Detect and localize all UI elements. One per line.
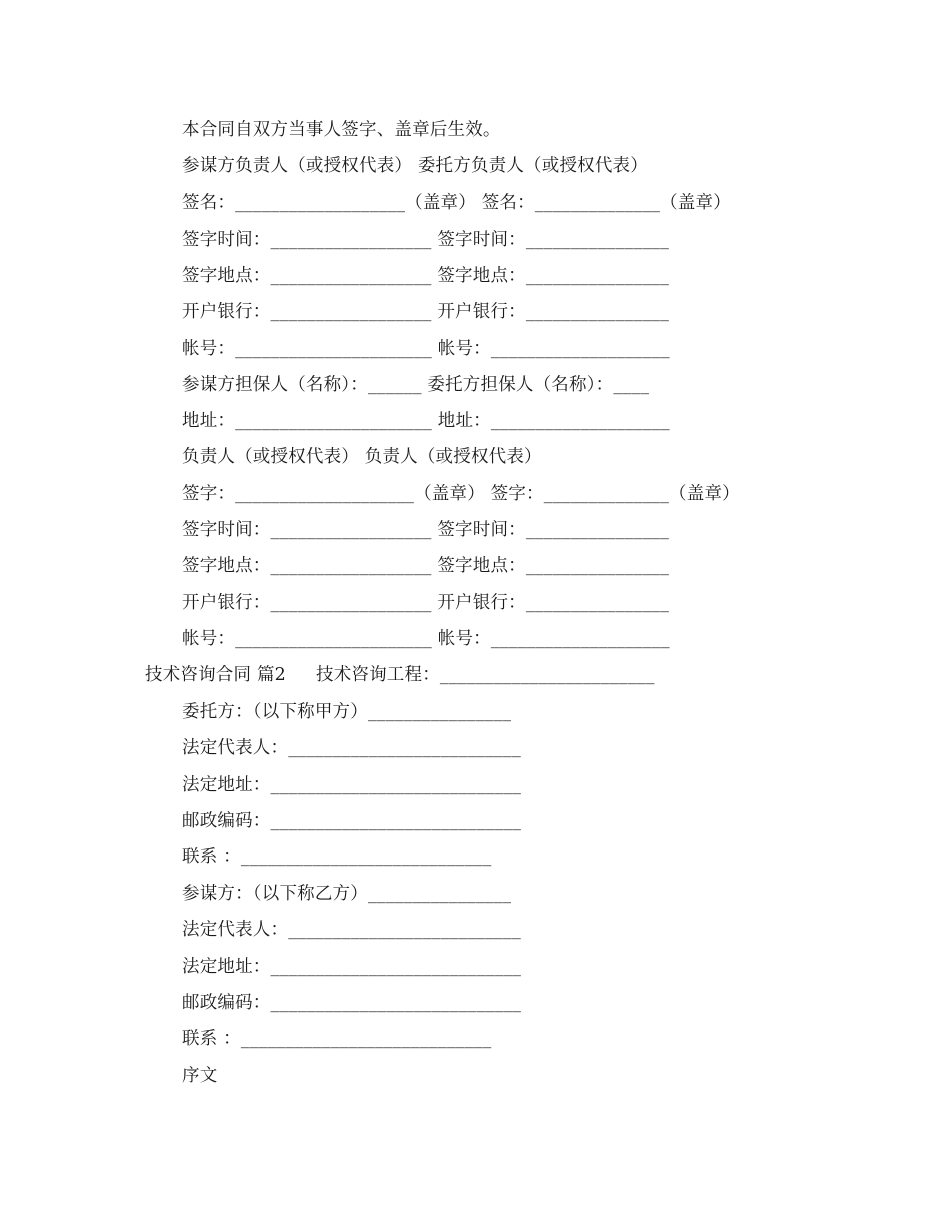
text-line: 签名：___________________（盖章） 签名：______________（盖章）: [182, 193, 731, 213]
text-line: 参谋方担保人（名称）：______ 委托方担保人（名称）：____: [182, 375, 650, 395]
text-line: 法定地址：____________________________: [182, 957, 522, 977]
text-line: 联系 ：____________________________: [182, 847, 492, 867]
text-line: 签字地点：__________________ 签字地点：________________: [182, 266, 670, 286]
text-line: 开户银行：__________________ 开户银行：________________: [182, 593, 670, 613]
text-line: 邮政编码：____________________________: [182, 993, 522, 1013]
section-heading: 技术咨询合同 篇2: [145, 665, 286, 685]
text-line: 委托方：（以下称甲方）________________: [182, 702, 512, 722]
text-line: 签字时间：__________________ 签字时间：________________: [182, 520, 670, 540]
text-line: 本合同自双方当事人签字、盖章后生效。: [182, 120, 501, 140]
text-line: 签字：____________________（盖章） 签字：______________（盖章）: [182, 484, 740, 504]
text-line: 签字地点：__________________ 签字地点：________________: [182, 556, 670, 576]
text-line: 参谋方负责人（或授权代表） 委托方负责人（或授权代表）: [182, 156, 648, 176]
text-line: 地址：______________________ 地址：____________________: [182, 411, 670, 431]
text-line: 法定代表人：__________________________: [182, 738, 521, 758]
text-line: 法定代表人：__________________________: [182, 920, 521, 940]
text-line: 开户银行：__________________ 开户银行：________________: [182, 302, 670, 322]
project-field: 技术咨询工程：________________________: [316, 665, 655, 685]
text-line: 负责人（或授权代表） 负责人（或授权代表）: [182, 447, 542, 467]
text-line: 参谋方：（以下称乙方）________________: [182, 884, 512, 904]
text-line: 法定地址：____________________________: [182, 775, 522, 795]
text-line: 帐号：______________________ 帐号：____________________: [182, 339, 670, 359]
text-line: 邮政编码：____________________________: [182, 811, 522, 831]
text-line: 联系 ：____________________________: [182, 1029, 492, 1049]
preface-heading: 序文: [182, 1066, 218, 1086]
section-heading-line: [145, 663, 655, 687]
text-line: 签字时间：__________________ 签字时间：________________: [182, 230, 670, 250]
text-line: 帐号：______________________ 帐号：____________________: [182, 629, 670, 649]
